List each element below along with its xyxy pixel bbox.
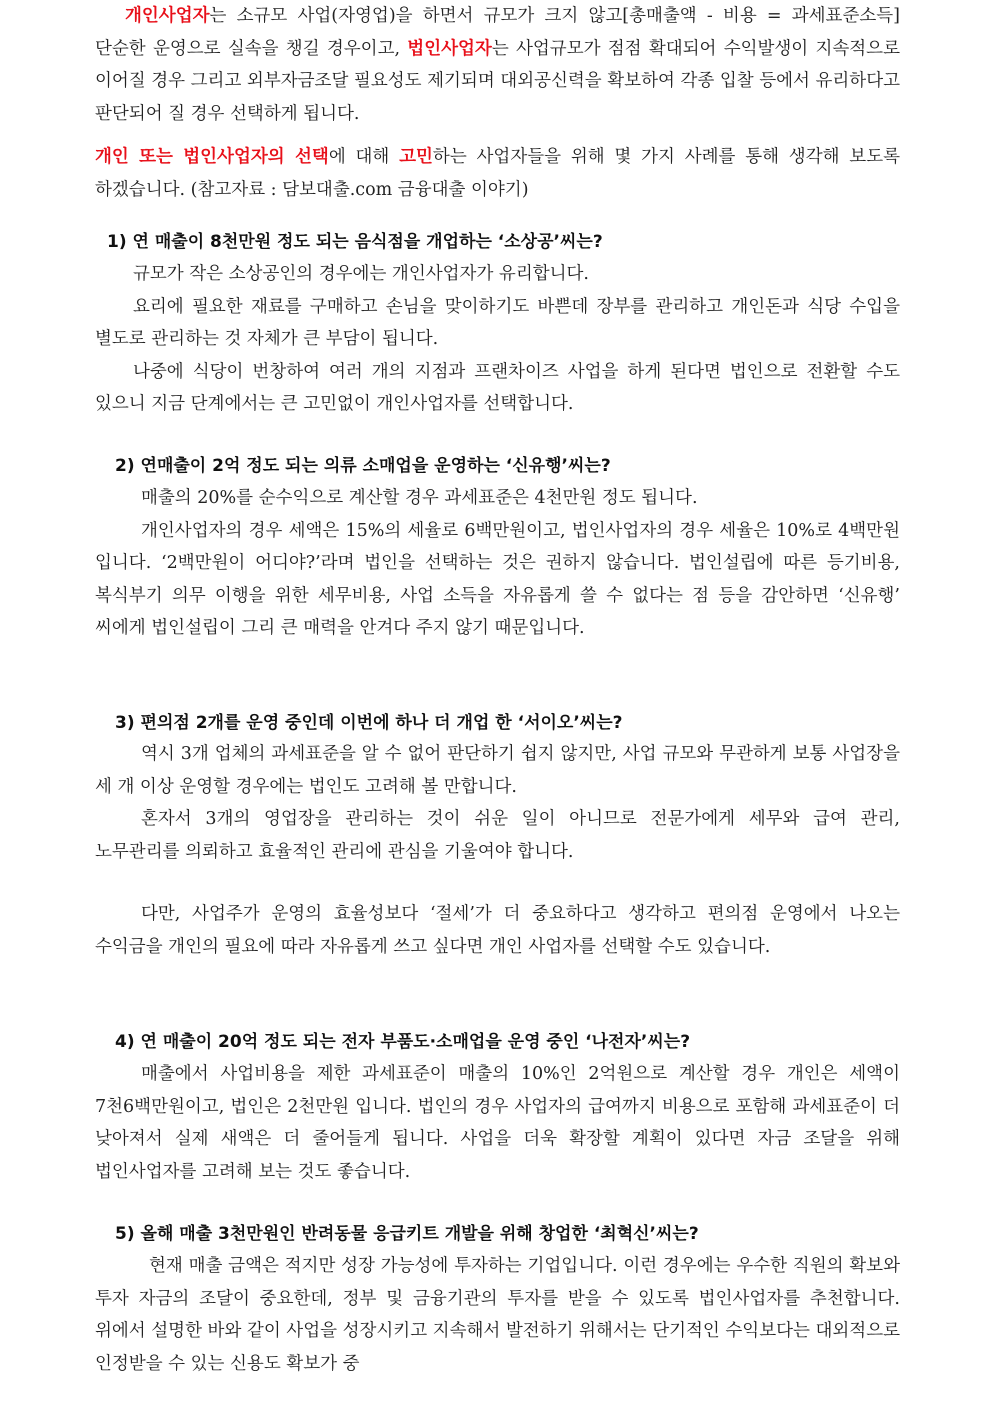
case-2-paragraph-2: 개인사업자의 경우 세액은 15%의 세율로 6백만원이고, 법인사업자의 경우 세율은 10%로 4백만원 입니다. ‘2백만원이 어디야?’라며 법인을 선택하는 것은 권하지 않습니다. 법인설립에 따른 등기비용, 복식부기 의무 이행을 위한 세무비용, 사업 소득을 자유롭게 쓸 수 없다는 점 등을 감안하면 ‘신유행’ 씨에게 법인설립이 그리 큰 매력을 안겨다 주지 않기 때문입니다. xyxy=(95,520,900,638)
case-3-paragraph-1: 역시 3개 업체의 과세표준을 알 수 없어 판단하기 쉽지 않지만, 사업 규모와 무관하게 보통 사업장을 세 개 이상 운영할 경우에는 법인도 고려해 볼 만합니다. xyxy=(95,744,900,797)
case-body-5 xyxy=(95,1250,900,1380)
case-body-1 xyxy=(95,258,900,421)
case-3-paragraph-2: 혼자서 3개의 영업장을 관리하는 것이 쉬운 일이 아니므로 전문가에게 세무와 급여 관리, 노무관리를 의뢰하고 효율적인 관리에 관심을 기울여야 합니다. xyxy=(95,809,900,862)
case-body-3-note xyxy=(95,898,900,963)
case-body-3 xyxy=(95,738,900,868)
case-body-4 xyxy=(95,1058,900,1188)
case-2-paragraph-1: 매출의 20%를 순수익으로 계산할 경우 과세표준은 4천만원 정도 됩니다. xyxy=(141,488,698,508)
case-heading-5: 5) 올해 매출 3천만원인 반려동물 응급키트 개발을 위해 창업한 ‘최혁신’씨는? xyxy=(115,1224,699,1244)
term-worry: 고민 xyxy=(399,147,433,167)
term-choice: 개인 또는 법인사업자의 선택 xyxy=(95,147,329,167)
intro-text-1a: 는 소규모 사업(자영업)을 하면서 규모가 크지 않고[총매출액 - 비용 = 과세표준소득] 단순한 운영으로 실속을 챙길 경우이고, xyxy=(95,6,900,59)
intro-paragraph-1 xyxy=(95,0,900,130)
case-3-paragraph-3: 다만, 사업주가 운영의 효율성보다 ‘절세’가 더 중요하다고 생각하고 편의점 운영에서 나오는 수익금을 개인의 필요에 따라 자유롭게 쓰고 싶다면 개인 사업자를 선택할 수도 있습니다. xyxy=(95,904,900,957)
intro-paragraph-2 xyxy=(95,141,900,206)
case-5-paragraph-1: 현재 매출 금액은 적지만 성장 가능성에 투자하는 기업입니다. 이런 경우에는 우수한 직원의 확보와 투자 자금의 조달이 중요한데, 정부 및 금융기관의 투자를 받을 수 있도록 법인사업자를 추천합니다. 위에서 설명한 바와 같이 사업을 성장시키고 지속해서 발전하기 위해서는 단기적인 수익보다는 대외적으로 인정받을 수 있는 신용도 확보가 중 xyxy=(95,1256,901,1374)
case-4-paragraph-1: 매출에서 사업비용을 제한 과세표준이 매출의 10%인 2억원으로 계산할 경우 개인은 세액이 7천6백만원이고, 법인은 2천만원 입니다. 법인의 경우 사업자의 급여까지 비용으로 포함해 과세표준이 더 낮아져서 실제 새액은 더 줄어들게 됩니다. 사업을 더욱 확장할 계획이 있다면 자금 조달을 위해 법인사업자를 고려해 보는 것도 좋습니다. xyxy=(95,1064,900,1182)
term-individual-business: 개인사업자 xyxy=(125,6,210,26)
case-heading-1: 1) 연 매출이 8천만원 정도 되는 음식점을 개업하는 ‘소상공’씨는? xyxy=(107,232,603,252)
intro-text-1b: 는 사업규모가 점점 확대되어 수익발생이 지속적으로 이어질 경우 그리고 외부자금조달 필요성도 제기되며 대외공신력을 확보하여 각종 입찰 등에서 유리하다고 판단되어 질 경우 선택하게 됩니다. xyxy=(95,38,901,124)
case-1-paragraph-1: 규모가 작은 소상공인의 경우에는 개인사업자가 유리합니다. xyxy=(133,264,589,284)
intro-text-2a: 에 대해 xyxy=(328,147,400,167)
case-1-paragraph-2: 요리에 필요한 재료를 구매하고 손님을 맞이하기도 바쁜데 장부를 관리하고 개인돈과 식당 수입을 별도로 관리하는 것 자체가 큰 부담이 됩니다. xyxy=(95,296,900,349)
case-heading-2: 2) 연매출이 2억 정도 되는 의류 소매업을 운영하는 ‘신유행’씨는? xyxy=(115,456,611,476)
case-1-paragraph-3: 나중에 식당이 번창하여 여러 개의 지점과 프랜차이즈 사업을 하게 된다면 법인으로 전환할 수도 있으니 지금 단계에서는 큰 고민없이 개인사업자를 선택합니다. xyxy=(95,361,900,414)
case-body-2 xyxy=(95,482,900,645)
intro-text-2b: 하는 사업자들을 위해 몇 가지 사례를 통해 생각해 보도록 하겠습니다. (참고자료 : 담보대출.com 금융대출 이야기) xyxy=(95,147,901,200)
case-heading-3: 3) 편의점 2개를 운영 중인데 이번에 하나 더 개업 한 ‘서이오’씨는? xyxy=(115,713,623,733)
term-corporate-business: 법인사업자 xyxy=(407,38,492,59)
case-heading-4: 4) 연 매출이 20억 정도 되는 전자 부품도·소매업을 운영 중인 ‘나전자’씨는? xyxy=(115,1032,691,1052)
